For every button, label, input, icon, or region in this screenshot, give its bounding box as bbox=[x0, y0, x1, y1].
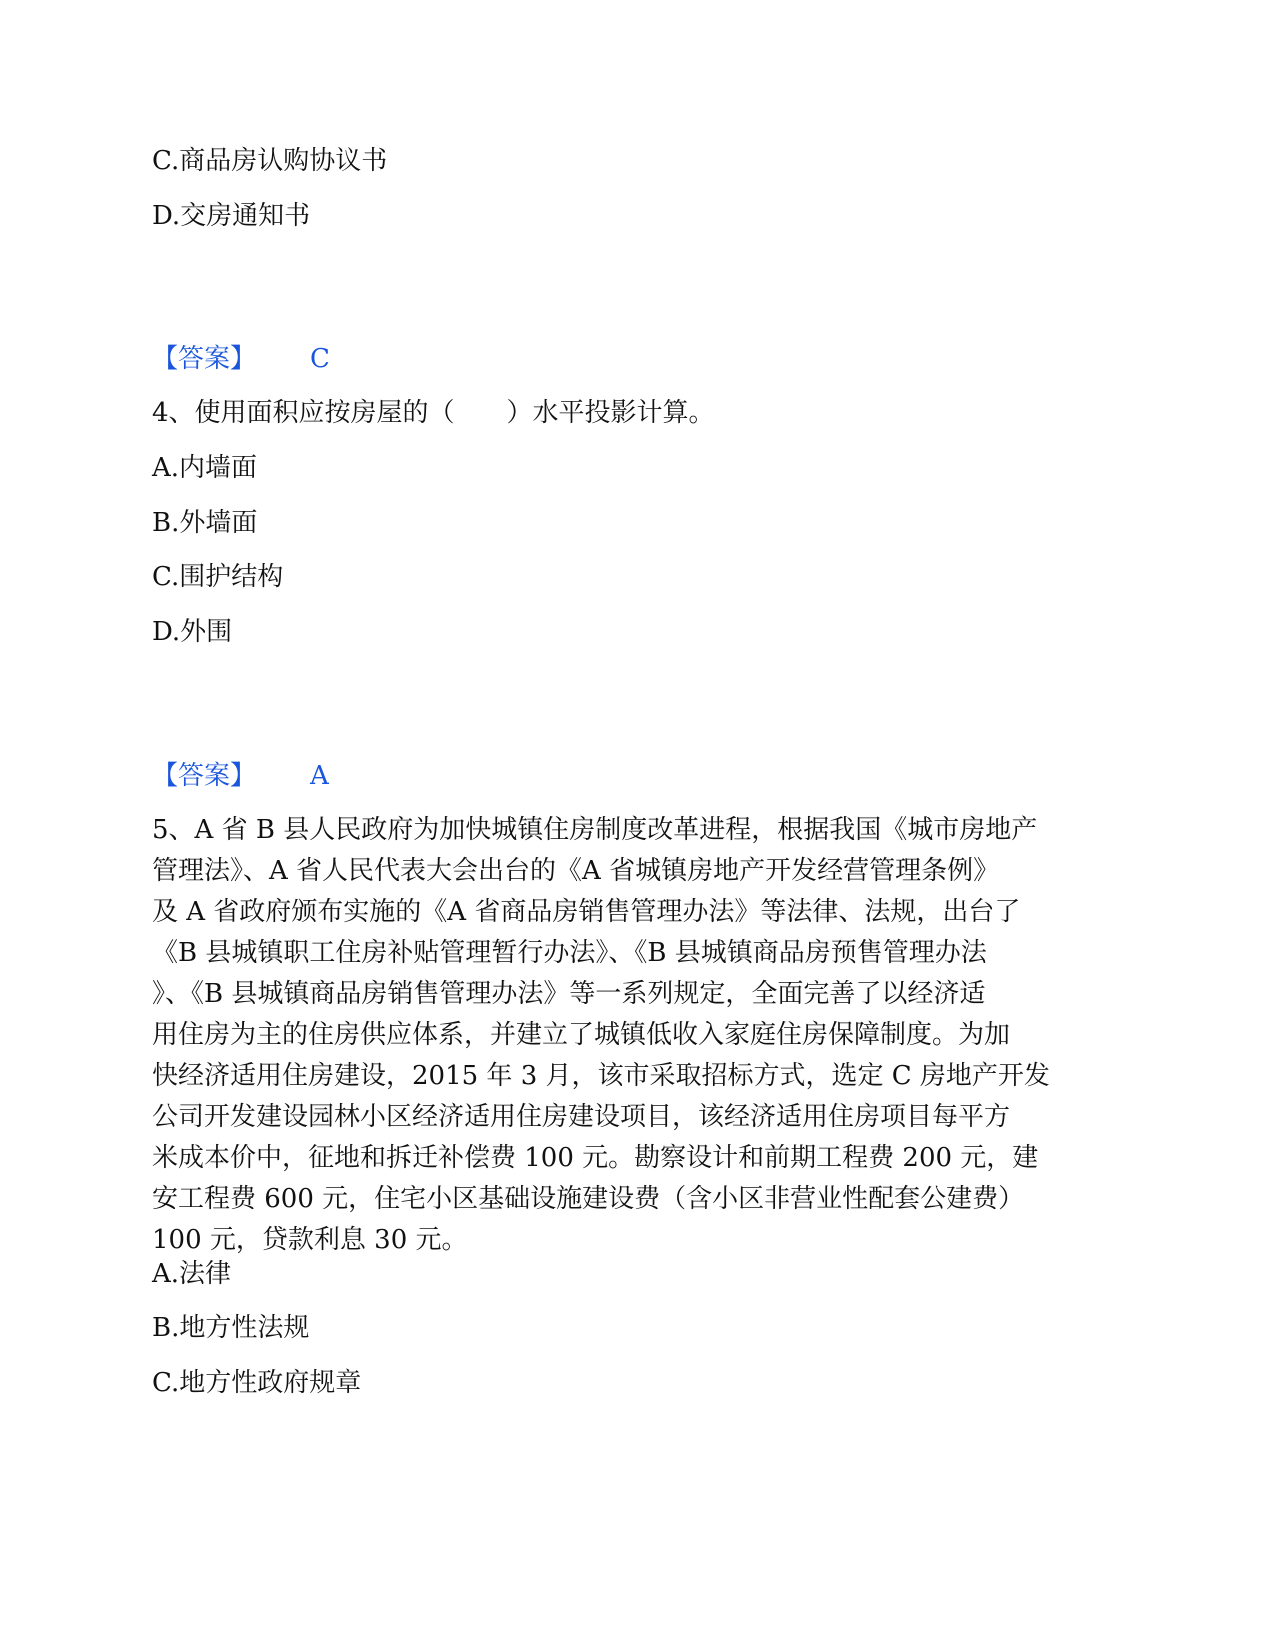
q5-option-c: C.地方性政府规章 bbox=[152, 1368, 362, 1398]
q5-question-line: 公司开发建设园林小区经济适用住房建设项目，该经济适用住房项目每平方 bbox=[152, 1102, 1011, 1132]
q5-question-line: 100 元，贷款利息 30 元。 bbox=[152, 1225, 468, 1255]
q5-question-line: 用住房为主的住房供应体系，并建立了城镇低收入家庭住房保障制度。为加 bbox=[152, 1020, 1011, 1050]
q5-question-line: 米成本价中，征地和拆迁补偿费 100 元。勘察设计和前期工程费 200 元，建 bbox=[152, 1143, 1039, 1173]
q5-question-line: 快经济适用住房建设，2015 年 3 月，该市采取招标方式，选定 C 房地产开发 bbox=[152, 1061, 1050, 1091]
answer-value: A bbox=[310, 761, 329, 791]
q4-option-b: B.外墙面 bbox=[152, 508, 258, 538]
q5-question-line: 管理法》、A 省人民代表大会出台的《A 省城镇房地产开发经营管理条例》 bbox=[152, 856, 1000, 886]
q4-option-d: D.外围 bbox=[152, 617, 233, 647]
q3-answer bbox=[152, 344, 330, 374]
q4-question: 4、使用面积应按房屋的（ ）水平投影计算。 bbox=[152, 398, 715, 428]
q5-question-line: 及 A 省政府颁布实施的《A 省商品房销售管理办法》等法律、法规，出台了 bbox=[152, 897, 1021, 927]
answer-value: C bbox=[310, 344, 330, 374]
q5-question-line: 》、《B 县城镇商品房销售管理办法》等一系列规定，全面完善了以经济适 bbox=[152, 979, 986, 1009]
q5-question-line: 安工程费 600 元，住宅小区基础设施建设费（含小区非营业性配套公建费） bbox=[152, 1184, 1025, 1214]
q3-option-c: C.商品房认购协议书 bbox=[152, 146, 388, 176]
q5-option-a: A.法律 bbox=[152, 1259, 232, 1289]
q4-answer bbox=[152, 761, 329, 791]
q3-option-d: D.交房通知书 bbox=[152, 201, 311, 231]
q4-option-a: A.内墙面 bbox=[152, 453, 258, 483]
q5-question bbox=[152, 810, 1112, 1261]
answer-tag: 【答案】 bbox=[152, 761, 257, 791]
q5-question-line: 《B 县城镇职工住房补贴管理暂行办法》、《B 县城镇商品房预售管理办法 bbox=[152, 938, 987, 968]
q5-option-b: B.地方性法规 bbox=[152, 1313, 310, 1343]
q5-question-line: 5、A 省 B 县人民政府为加快城镇住房制度改革进程，根据我国《城市房地产 bbox=[152, 815, 1038, 845]
answer-tag: 【答案】 bbox=[152, 344, 257, 374]
q4-option-c: C.围护结构 bbox=[152, 562, 284, 592]
